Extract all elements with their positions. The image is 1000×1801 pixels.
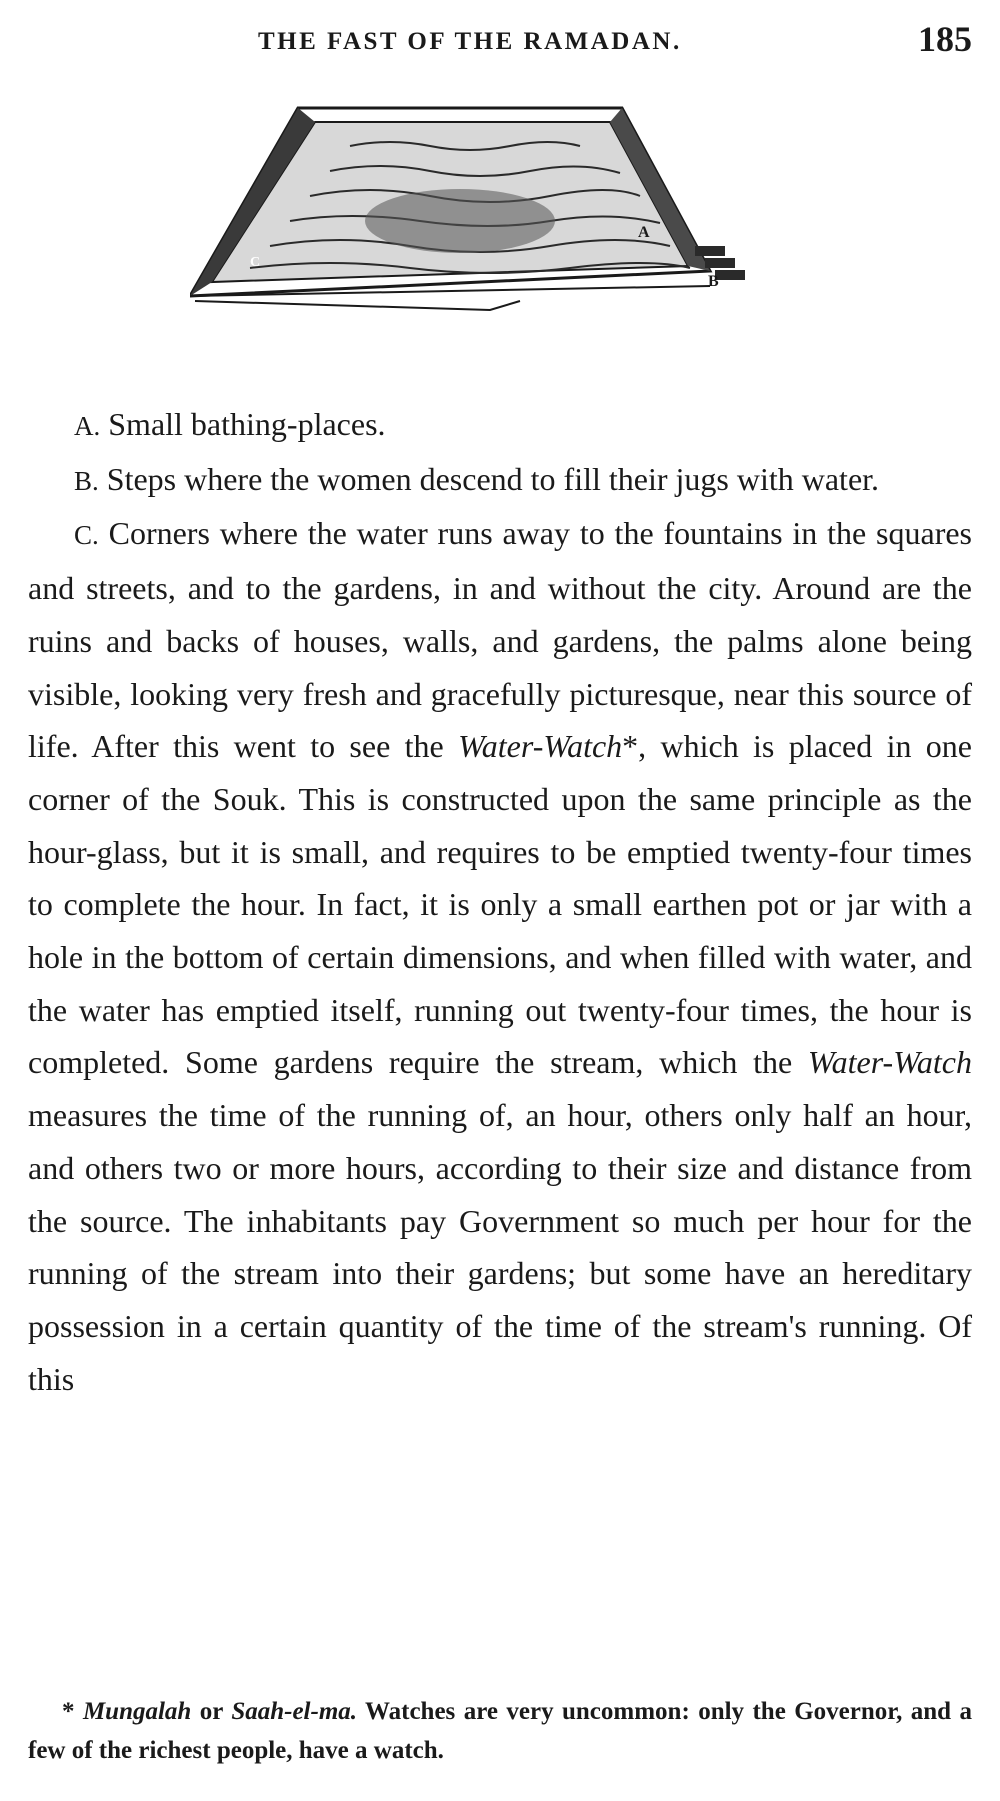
legend-key-a: A. <box>74 411 101 441</box>
water-watch-term: Water-Watch <box>458 728 623 765</box>
label-b: B <box>708 273 719 290</box>
footnote-text-2: Watches are very uncommon: only the Governor, and a few of the richest people, have a watch. <box>28 1698 972 1764</box>
legend-text-c-3: measures the time of the running of, an hour, others only half an hour, and others two or more hours, according to their size and distance from the source. The inhabitants pay Government so much per hour for the running of the stream into their gardens; but some have an hereditary possession in a certain quantity of the time of the stream's running. Of this <box>28 1097 972 1397</box>
water-shadow <box>365 189 555 253</box>
running-head: THE FAST OF THE RAMADAN. <box>258 28 682 55</box>
legend-item-b <box>28 453 972 508</box>
page-header <box>0 14 1000 64</box>
body-text <box>28 398 972 1405</box>
legend-key-b: B. <box>74 465 99 496</box>
legend-text-b: Steps where the women descend to fill their jugs with water. <box>106 460 880 497</box>
legend-key-c: C. <box>74 520 99 551</box>
label-c: C <box>250 255 261 270</box>
water-watch-term-2: Water-Watch <box>807 1044 972 1081</box>
legend-item-a <box>28 398 972 453</box>
reservoir-illustration <box>190 96 810 371</box>
label-a: A <box>638 224 650 241</box>
reservoir-drawing <box>190 96 810 371</box>
footnote-term-2: Saah-el-ma. <box>231 1698 358 1725</box>
footnote-term-1: Mungalah <box>82 1698 192 1725</box>
legend-text-c-2: *, which is placed in one corner of the Souk. This is constructed upon the same principle as the hour-glass, but it is small, and requires to be emptied twenty-four times to complete the hour. In fact, it is only a small earthen pot or jar with a hole in the bottom of certain dimensions, and when filled with water, and the water has emptied itself, running out twenty-four times, the hour is completed. Some gardens require the stream, which the <box>28 728 973 1081</box>
legend-text-c-1: Corners where the water runs away to the fountains in the squares and streets, and to the gardens, in and without the city. Around are the ruins and backs of houses, walls, and gardens, the palms alone being visible, looking very fresh and gracefully picturesque, near this source of life. After this went to see the <box>28 515 972 765</box>
legend-text-a: Small bathing-places. <box>108 406 386 442</box>
footnote <box>28 1692 972 1770</box>
footnote-text-1: or <box>191 1698 232 1725</box>
legend-item-c <box>28 507 972 1405</box>
page-number: 185 <box>918 19 972 59</box>
footnote-marker: * <box>62 1698 83 1725</box>
